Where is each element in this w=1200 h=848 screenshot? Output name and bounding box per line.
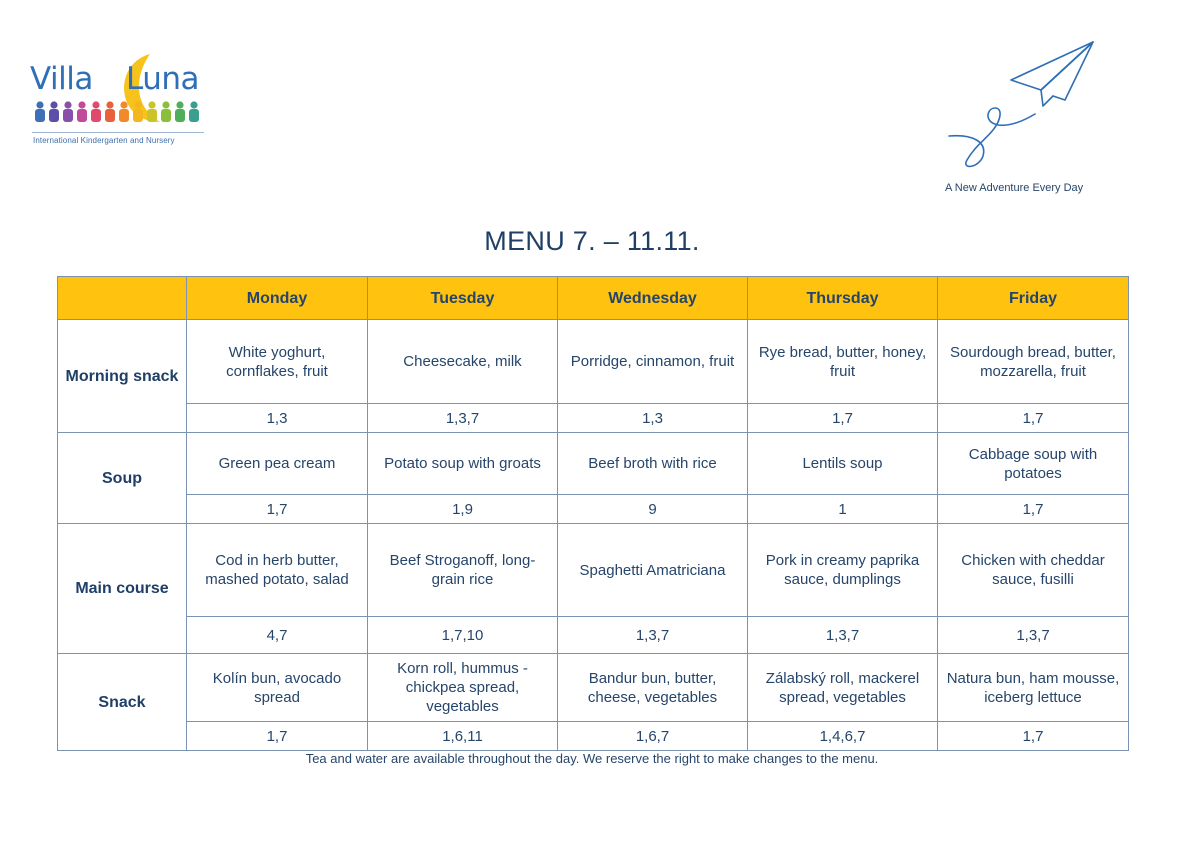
dish-cell: White yoghurt, cornflakes, fruit xyxy=(187,320,368,404)
allergen-cell: 4,7 xyxy=(187,617,368,654)
allergen-cell: 1,3,7 xyxy=(368,404,558,433)
logo-divider xyxy=(32,132,204,133)
table-row xyxy=(58,617,1129,654)
allergen-cell: 1,9 xyxy=(368,495,558,524)
day-header: Thursday xyxy=(748,277,938,320)
footnote: Tea and water are available throughout the day. We reserve the right to make changes to the menu. xyxy=(305,751,879,766)
allergen-cell: 1,6,7 xyxy=(558,722,748,751)
day-header: Monday xyxy=(187,277,368,320)
corner-cell xyxy=(58,277,187,320)
allergen-cell: 1,7,10 xyxy=(368,617,558,654)
dish-cell: Kolín bun, avocado spread xyxy=(187,654,368,722)
dish-cell: Cabbage soup with potatoes xyxy=(938,433,1129,495)
dish-cell: Sourdough bread, butter, mozzarella, fruit xyxy=(938,320,1129,404)
day-header: Tuesday xyxy=(368,277,558,320)
day-header: Wednesday xyxy=(558,277,748,320)
dish-cell: Korn roll, hummus - chickpea spread, vegetables xyxy=(368,654,558,722)
allergen-cell: 1,7 xyxy=(938,722,1129,751)
allergen-cell: 1,7 xyxy=(938,495,1129,524)
dish-cell: Spaghetti Amatriciana xyxy=(558,524,748,617)
allergen-cell: 1,6,11 xyxy=(368,722,558,751)
allergen-cell: 1,3 xyxy=(558,404,748,433)
page-title: MENU 7. – 11.11. xyxy=(484,226,700,256)
children-row-icon xyxy=(32,100,208,124)
table-row xyxy=(58,495,1129,524)
allergen-cell: 1 xyxy=(748,495,938,524)
allergen-cell: 1,7 xyxy=(748,404,938,433)
section-label: Snack xyxy=(58,654,187,751)
dish-cell: Natura bun, ham mousse, iceberg lettuce xyxy=(938,654,1129,722)
dish-cell: Chicken with cheddar sauce, fusilli xyxy=(938,524,1129,617)
logo-word-villa: Villa xyxy=(30,61,93,97)
table-row xyxy=(58,404,1129,433)
allergen-cell: 1,7 xyxy=(187,495,368,524)
dish-cell: Lentils soup xyxy=(748,433,938,495)
table-row xyxy=(58,722,1129,751)
dish-cell: Beef broth with rice xyxy=(558,433,748,495)
day-header: Friday xyxy=(938,277,1129,320)
dish-cell: Pork in creamy paprika sauce, dumplings xyxy=(748,524,938,617)
dish-cell: Beef Stroganoff, long-grain rice xyxy=(368,524,558,617)
table-row xyxy=(58,654,1129,722)
allergen-cell: 9 xyxy=(558,495,748,524)
dish-cell: Rye bread, butter, honey, fruit xyxy=(748,320,938,404)
table-row xyxy=(58,320,1129,404)
allergen-cell: 1,4,6,7 xyxy=(748,722,938,751)
table-row xyxy=(58,433,1129,495)
allergen-cell: 1,3,7 xyxy=(938,617,1129,654)
allergen-cell: 1,7 xyxy=(187,722,368,751)
villa-luna-logo xyxy=(28,52,218,152)
dish-cell: Cheesecake, milk xyxy=(368,320,558,404)
allergen-cell: 1,3,7 xyxy=(558,617,748,654)
dish-cell: Potato soup with groats xyxy=(368,433,558,495)
logo-tagline: International Kindergarten and Nursery xyxy=(33,136,175,145)
logo-word-luna: Luna xyxy=(126,61,200,97)
paper-plane-icon xyxy=(945,38,1100,170)
table-row xyxy=(58,524,1129,617)
allergen-cell: 1,7 xyxy=(938,404,1129,433)
table-header-row xyxy=(58,277,1129,320)
dish-cell: Zálabský roll, mackerel spread, vegetables xyxy=(748,654,938,722)
weekly-menu-table xyxy=(57,276,1129,751)
slogan: A New Adventure Every Day xyxy=(945,182,1084,194)
dish-cell: Cod in herb butter, mashed potato, salad xyxy=(187,524,368,617)
allergen-cell: 1,3,7 xyxy=(748,617,938,654)
dish-cell: Bandur bun, butter, cheese, vegetables xyxy=(558,654,748,722)
dish-cell: Green pea cream xyxy=(187,433,368,495)
section-label: Main course xyxy=(58,524,187,654)
section-label: Soup xyxy=(58,433,187,524)
dish-cell: Porridge, cinnamon, fruit xyxy=(558,320,748,404)
section-label: Morning snack xyxy=(58,320,187,433)
allergen-cell: 1,3 xyxy=(187,404,368,433)
